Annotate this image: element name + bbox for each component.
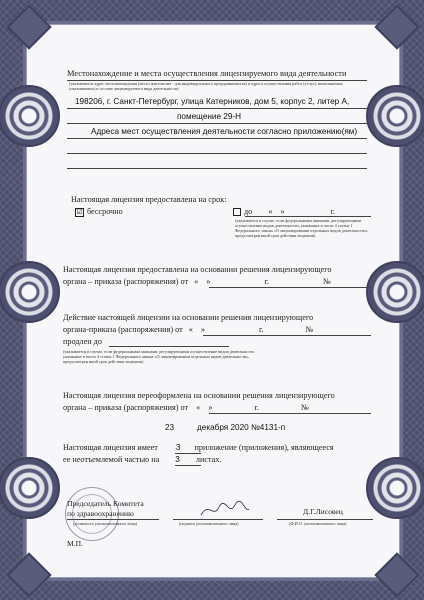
quote-open: «: [188, 325, 193, 334]
underline: [175, 465, 201, 466]
underline: [209, 413, 371, 414]
underline: [277, 519, 373, 520]
reissue-prefix: органа – приказа (распоряжения) от: [63, 403, 189, 412]
appendix-suffix-2: листах.: [195, 455, 222, 464]
appendix-line-2: [63, 455, 221, 464]
appendix-line-1: [63, 443, 334, 452]
year-suffix: г.: [254, 403, 259, 412]
term-until-hint: (указывается в случае, если федеральными законами, регулирующими осуществление видов деятельности, указанных в части 4 статьи 1 Федерального закона «О лицензировании отдельных видов деятельности» предусмотрен иной срок действия лицензии): [235, 218, 368, 238]
reissue-day: 23: [165, 423, 175, 432]
underline: [67, 108, 367, 109]
underline: [203, 335, 371, 336]
rosette-ornament: [366, 457, 424, 519]
empty-box-icon: [233, 208, 241, 216]
quote-close: »: [206, 277, 211, 286]
name-hint: (Ф.И.О. уполномоченного лица): [289, 521, 347, 526]
number-sign: №: [300, 403, 309, 412]
term-option-unlimited: [75, 207, 123, 217]
extension-line-2: [63, 325, 313, 334]
term-heading: Настоящая лицензия предоставлена на срок:: [71, 195, 227, 204]
frame-corner-ornament: [374, 4, 419, 49]
quote-close: »: [280, 207, 285, 216]
rosette-ornament: [366, 85, 424, 147]
underline: [67, 138, 367, 139]
extension-hint: (указывается в случае, если федеральными законами, регулирующими осуществление видов деятельности, указанных в части 4 статьи 1 Федерального закона «О лицензировании отдельных видов деятельности», предусмотрен иной срок действия лицензии): [63, 349, 255, 364]
term-unlimited-label: бессрочно: [87, 207, 123, 216]
year-suffix: г.: [264, 277, 269, 286]
extension-line-3: продлен до: [63, 337, 102, 346]
rosette-ornament: [0, 457, 60, 519]
position-hint: (должность уполномоченного лица): [73, 521, 138, 526]
underline: [109, 346, 229, 347]
stamp-place-label: М.П.: [67, 539, 84, 548]
reissue-date-number: декабря 2020 №4131-п: [197, 423, 286, 432]
address-line-1: 198206, г. Санкт-Петербург, улица Катерников, дом 5, корпус 2, литер А,: [75, 97, 350, 106]
underline: [67, 519, 159, 520]
appendix-count: 3: [175, 443, 181, 452]
reissue-line-2: [63, 403, 309, 412]
term-until-label: до: [244, 207, 253, 216]
underline: [175, 453, 201, 454]
handwritten-signature: [199, 499, 251, 521]
extension-prefix: органа-приказа (распоряжения) от: [63, 325, 183, 334]
rosette-ornament: [0, 261, 60, 323]
term-option-until: [233, 207, 335, 216]
basis-line-2: [63, 277, 331, 286]
sheet-count: 3: [175, 455, 180, 464]
underline: [209, 287, 371, 288]
quote-open: «: [194, 277, 199, 286]
extension-line-1: Действие настоящей лицензии на основании решения лицензирующего: [63, 313, 314, 322]
appendix-prefix-2: ее неотъемлемой частью на: [63, 455, 160, 464]
document-body: [26, 24, 400, 578]
signer-name: Д.Г.Лисовец: [303, 507, 343, 516]
address-section-title: Местонахождение и места осуществления лицензируемого вида деятельности: [67, 69, 347, 78]
underline: [67, 153, 367, 154]
signer-position-1: Председатель Комитета: [67, 499, 144, 508]
year-suffix: г.: [258, 325, 264, 334]
basis-line-1: Настоящая лицензия предоставлена на основании решения лицензирующего: [63, 265, 332, 274]
year-suffix: г.: [330, 207, 336, 216]
quote-open: «: [268, 207, 273, 216]
frame-corner-ornament: [374, 552, 419, 597]
number-sign: №: [322, 277, 331, 286]
rosette-ornament: [366, 261, 424, 323]
appendix-prefix-1: Настоящая лицензия имеет: [63, 443, 158, 452]
basis-prefix: органа – приказа (распоряжения) от: [63, 277, 189, 286]
underline: [67, 168, 367, 169]
address-line-3: Адреса мест осуществления деятельности согласно приложению(ям): [91, 127, 358, 136]
signer-position-2: по здравоохранению: [67, 509, 134, 518]
number-sign: №: [305, 325, 314, 334]
appendix-suffix-1: приложение (приложения), являющееся: [194, 443, 334, 452]
underline: [67, 123, 367, 124]
reissue-line-1: Настоящая лицензия переоформлена на основании решения лицензирующего: [63, 391, 335, 400]
underline: [245, 216, 371, 217]
quote-close: »: [200, 325, 205, 334]
rosette-ornament: [0, 85, 60, 147]
address-line-2: помещение 29-Н: [177, 112, 242, 121]
quote-close: »: [208, 403, 213, 412]
frame-corner-ornament: [6, 552, 51, 597]
frame-corner-ornament: [6, 4, 51, 49]
address-section-hint: (указываются адрес местонахождения (место жительства - для индивидуального предпринимателя) и адреса осуществления работ (услуг), выполняемых (оказываемых) в составе лицензируемого вида деятельности): [69, 81, 343, 91]
checked-box-icon: ☑: [76, 207, 83, 216]
signature-hint: (подпись уполномоченного лица): [179, 521, 239, 526]
quote-open: «: [196, 403, 201, 412]
